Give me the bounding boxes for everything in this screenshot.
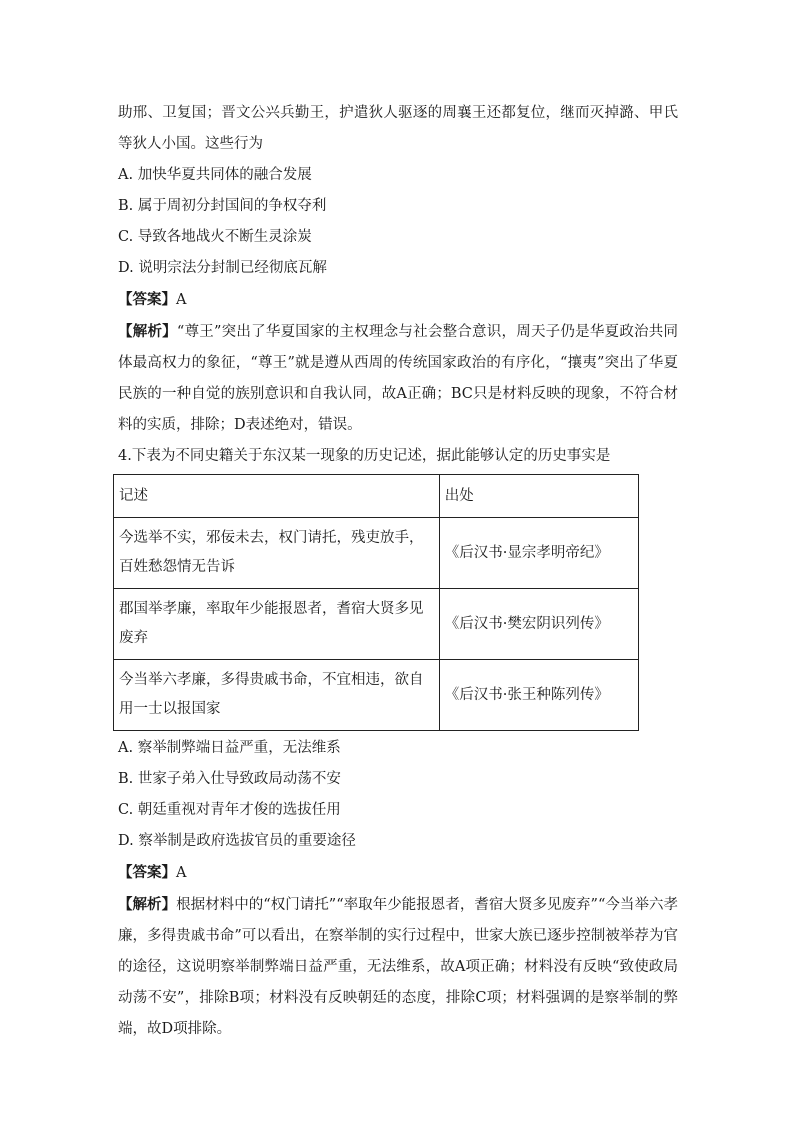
q4-option-b: B. 世家子弟入仕导致政局动荡不安 xyxy=(118,771,341,787)
q3-stem-continued: 助邢、卫复国；晋文公兴兵勤王，护遣狄人驱逐的周襄王还都复位，继而灭掉潞、甲氏等狄人小国。这些行为 xyxy=(118,105,678,152)
table-row xyxy=(114,589,639,660)
q4-option-d: D. 察举制是政府选拔官员的重要途径 xyxy=(118,833,356,849)
table-header-source: 出处 xyxy=(439,475,638,518)
table-header-row xyxy=(114,475,639,518)
answer-tag: 【答案】 xyxy=(118,864,176,881)
table-cell-record: 郡国举孝廉，率取年少能报恩者，耆宿大贤多见废弃 xyxy=(114,589,440,660)
analysis-text: 根据材料中的“权门请托”“率取年少能报恩者，耆宿大贤多见废弃”“今当举六孝廉，多得贵戚书命”可以看出，在察举制的实行过程中，世家大族已逐步控制被举荐为官的途径，这说明察举制弊端日益严重，无法维系，故A项正确；材料没有反映“致使政局动荡不安”，排除B项；材料没有反映朝廷的态度，排除C项；材料强调的是察举制的弊端，故D项排除。 xyxy=(118,897,679,1037)
table-cell-record: 今选举不实，邪佞未去，权门请托，残吏放手，百姓愁怨情无告诉 xyxy=(114,518,440,589)
page-content xyxy=(118,98,678,1045)
table-row xyxy=(114,518,639,589)
q3-option-a: A. 加快华夏共同体的融合发展 xyxy=(118,167,312,183)
q4-option-c: C. 朝廷重视对青年才俊的选拔任用 xyxy=(118,802,341,818)
table-cell-record: 今当举六孝廉，多得贵戚书命，不宜相违，欲自用一士以报国家 xyxy=(114,660,440,731)
answer-value: A xyxy=(176,865,187,881)
analysis-tag: 【解析】 xyxy=(118,896,177,913)
table-cell-source: 《后汉书·张王种陈列传》 xyxy=(439,660,638,731)
answer-value: A xyxy=(176,292,187,308)
table-header-record: 记述 xyxy=(114,475,440,518)
q4-option-a: A. 察举制弊端日益严重，无法维系 xyxy=(118,740,341,756)
answer-tag: 【答案】 xyxy=(118,291,176,308)
q4-answer xyxy=(118,857,678,889)
table-row xyxy=(114,660,639,731)
q4-stem: 4.下表为不同史籍关于东汉某一现象的历史记述，据此能够认定的历史事实是 xyxy=(118,448,611,464)
q4-analysis xyxy=(118,889,678,1045)
q3-option-b: B. 属于周初分封国间的争权夺利 xyxy=(118,198,327,214)
analysis-text: “尊王”突出了华夏国家的主权理念与社会整合意识，周天子仍是华夏政治共同体最高权力的象征，“尊王”就是遵从西周的传统国家政治的有序化，“攘夷”突出了华夏民族的一种自觉的族别意识和自我认同，故A正确；BC只是材料反映的现象，不符合材料的实质，排除；D表述绝对，错误。 xyxy=(118,324,679,433)
analysis-tag: 【解析】 xyxy=(118,323,177,340)
history-records-table xyxy=(113,474,639,731)
table-cell-source: 《后汉书·显宗孝明帝纪》 xyxy=(439,518,638,589)
q3-answer xyxy=(118,284,678,316)
q3-option-d: D. 说明宗法分封制已经彻底瓦解 xyxy=(118,260,327,276)
q3-analysis xyxy=(118,316,678,441)
table-cell-source: 《后汉书·樊宏阴识列传》 xyxy=(439,589,638,660)
q3-option-c: C. 导致各地战火不断生灵涂炭 xyxy=(118,229,312,245)
